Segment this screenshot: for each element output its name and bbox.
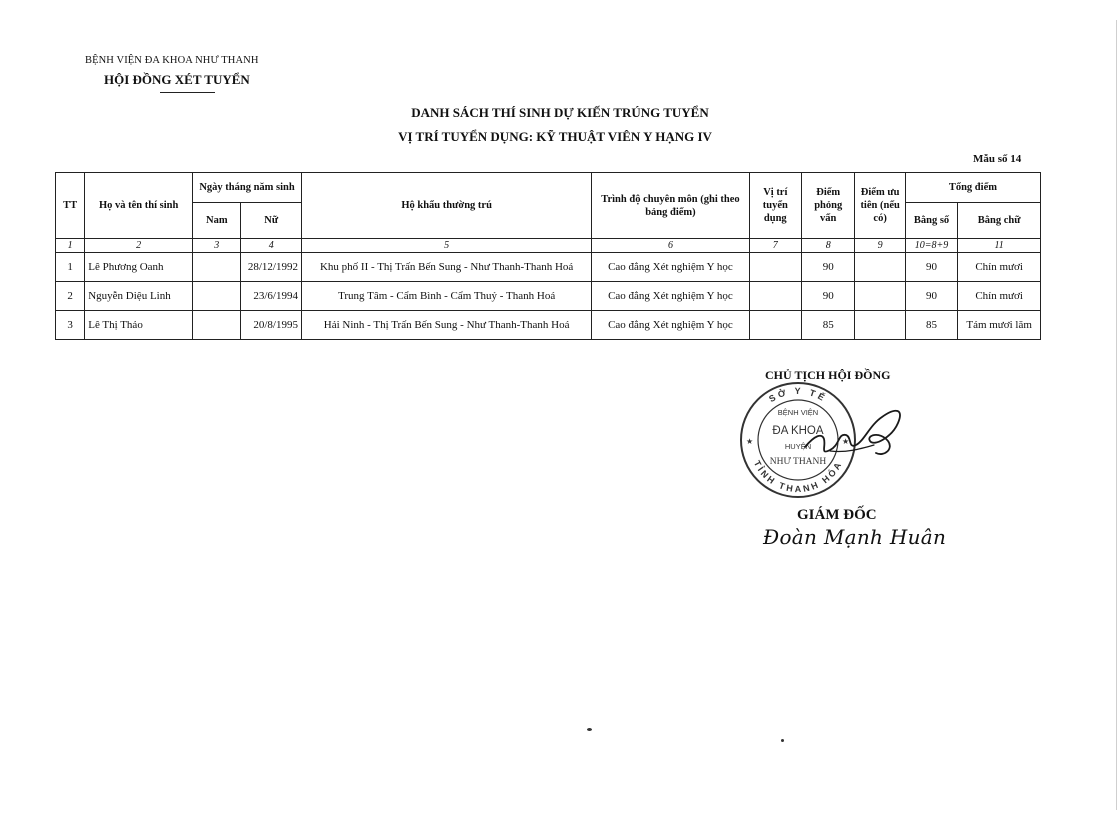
cell-total-number: 90 <box>905 282 957 311</box>
cell-female: 23/6/1994 <box>241 282 301 311</box>
column-number-row <box>56 239 1041 253</box>
seal-top-text: SỞ Y TẾ <box>767 385 829 405</box>
form-number: Mẫu số 14 <box>973 153 1022 165</box>
cell-position <box>749 282 801 311</box>
column-number: 10=8+9 <box>905 239 957 253</box>
column-number: 1 <box>56 239 85 253</box>
header-tt: TT <box>56 173 85 239</box>
cell-interview: 85 <box>802 311 855 340</box>
cell-female: 28/12/1992 <box>241 253 301 282</box>
header-row <box>56 173 1041 203</box>
cell-interview: 90 <box>802 253 855 282</box>
seal-bottom-text: TỈNH THANH HÓA <box>751 458 845 495</box>
cell-position <box>749 253 801 282</box>
cell-tt: 3 <box>56 311 85 340</box>
seal-line-1: BỆNH VIỆN <box>777 408 819 417</box>
header-interview: Điểm phỏng vấn <box>802 173 855 239</box>
seal-line-3: HUYỆN <box>784 442 812 451</box>
header-female: Nữ <box>241 203 301 239</box>
chair-title: CHỦ TỊCH HỘI ĐỒNG <box>765 368 891 382</box>
hospital-name: BỆNH VIỆN ĐA KHOA NHƯ THANH <box>85 55 259 66</box>
header-total-number: Bằng số <box>905 203 957 239</box>
scan-speck <box>587 728 592 731</box>
column-number: 8 <box>802 239 855 253</box>
document-title: DANH SÁCH THÍ SINH DỰ KIẾN TRÚNG TUYỂN <box>411 105 709 120</box>
header-total: Tổng điểm <box>905 173 1040 203</box>
director-name: Đoàn Mạnh Huân <box>763 525 947 549</box>
cell-priority <box>855 253 905 282</box>
cell-residence: Trung Tâm - Cẩm Bình - Cẩm Thuỷ - Thanh Hoá <box>301 282 591 311</box>
header-male: Nam <box>193 203 241 239</box>
cell-male <box>193 311 241 340</box>
seal-line-4: NHƯ THANH <box>769 457 827 467</box>
column-number: 11 <box>958 239 1041 253</box>
cell-qualification: Cao đẳng Xét nghiệm Y học <box>592 311 749 340</box>
cell-priority <box>855 282 905 311</box>
handwritten-signature <box>800 395 910 465</box>
director-title: GIÁM ĐỐC <box>797 507 877 523</box>
cell-total-number: 90 <box>905 253 957 282</box>
cell-qualification: Cao đẳng Xét nghiệm Y học <box>592 253 749 282</box>
header-total-words: Bằng chữ <box>958 203 1041 239</box>
cell-name: Nguyễn Diệu Linh <box>85 282 193 311</box>
cell-position <box>749 311 801 340</box>
cell-residence: Khu phố II - Thị Trấn Bến Sung - Như Thanh-Thanh Hoá <box>301 253 591 282</box>
table-row <box>56 253 1041 282</box>
header-priority: Điểm ưu tiên (nếu có) <box>855 173 905 239</box>
cell-name: Lê Phương Oanh <box>85 253 193 282</box>
cell-priority <box>855 311 905 340</box>
cell-residence: Hải Ninh - Thị Trấn Bến Sung - Như Thanh-Thanh Hoá <box>301 311 591 340</box>
cell-male <box>193 282 241 311</box>
seal-star-left: ★ <box>746 437 754 446</box>
cell-qualification: Cao đẳng Xét nghiệm Y học <box>592 282 749 311</box>
column-number: 2 <box>85 239 193 253</box>
scan-speck <box>781 739 784 742</box>
column-number: 9 <box>855 239 905 253</box>
header-qualification: Trình độ chuyên môn (ghi theo bảng điểm) <box>592 173 749 239</box>
council-underline <box>160 92 215 93</box>
table-row <box>56 282 1041 311</box>
cell-tt: 2 <box>56 282 85 311</box>
candidate-table <box>55 172 1041 340</box>
header-position: Vị trí tuyển dụng <box>749 173 801 239</box>
header-dob: Ngày tháng năm sinh <box>193 173 302 203</box>
cell-female: 20/8/1995 <box>241 311 301 340</box>
scan-edge-line <box>1116 20 1117 810</box>
header-residence: Hộ khẩu thường trú <box>301 173 591 239</box>
cell-total-number: 85 <box>905 311 957 340</box>
seal-star-right: ★ <box>842 437 850 446</box>
column-number: 4 <box>241 239 301 253</box>
cell-total-words: Tám mươi lăm <box>958 311 1041 340</box>
cell-tt: 1 <box>56 253 85 282</box>
council-name: HỘI ĐỒNG XÉT TUYỂN <box>104 72 250 87</box>
cell-total-words: Chín mươi <box>958 253 1041 282</box>
cell-male <box>193 253 241 282</box>
column-number: 7 <box>749 239 801 253</box>
cell-name: Lê Thị Thảo <box>85 311 193 340</box>
cell-total-words: Chín mươi <box>958 282 1041 311</box>
column-number: 3 <box>193 239 241 253</box>
column-number: 5 <box>301 239 591 253</box>
table-row <box>56 311 1041 340</box>
header-name: Họ và tên thí sinh <box>85 173 193 239</box>
column-number: 6 <box>592 239 749 253</box>
cell-interview: 90 <box>802 282 855 311</box>
seal-line-2: ĐA KHOA <box>772 425 824 437</box>
document-subtitle: VỊ TRÍ TUYỂN DỤNG: KỸ THUẬT VIÊN Y HẠNG IV <box>398 129 712 144</box>
